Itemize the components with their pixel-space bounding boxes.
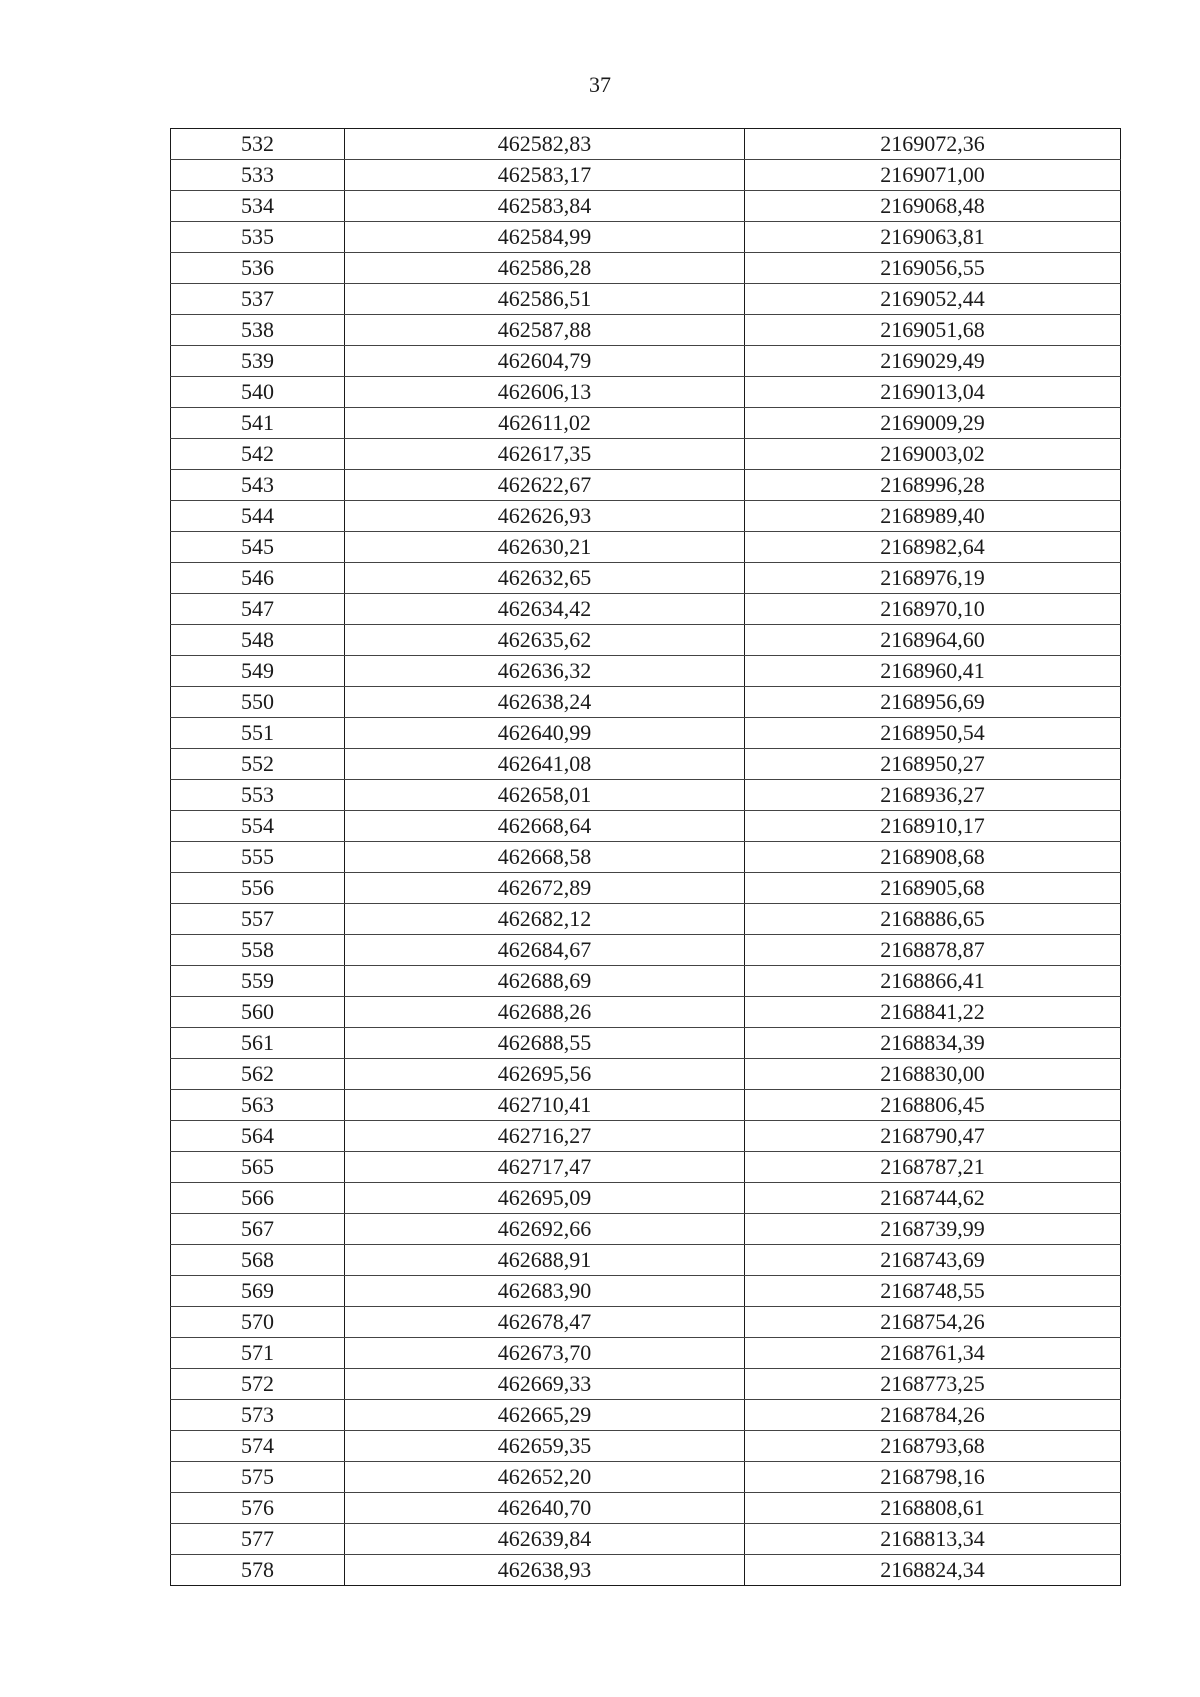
point-number-cell: 533 [171,160,345,191]
y-coordinate-cell: 2168905,68 [745,873,1121,904]
x-coordinate-cell: 462586,51 [345,284,745,315]
x-coordinate-cell: 462626,93 [345,501,745,532]
y-coordinate-cell: 2168960,41 [745,656,1121,687]
table-row [171,222,1121,253]
y-coordinate-cell: 2169029,49 [745,346,1121,377]
table-row [171,1059,1121,1090]
table-row [171,594,1121,625]
table-row [171,656,1121,687]
point-number-cell: 554 [171,811,345,842]
x-coordinate-cell: 462652,20 [345,1462,745,1493]
point-number-cell: 549 [171,656,345,687]
x-coordinate-cell: 462586,28 [345,253,745,284]
point-number-cell: 572 [171,1369,345,1400]
table-row [171,408,1121,439]
x-coordinate-cell: 462673,70 [345,1338,745,1369]
y-coordinate-cell: 2168744,62 [745,1183,1121,1214]
table-row [171,749,1121,780]
table-row [171,1400,1121,1431]
table-row [171,129,1121,160]
y-coordinate-cell: 2168787,21 [745,1152,1121,1183]
table-row [171,1307,1121,1338]
y-coordinate-cell: 2168830,00 [745,1059,1121,1090]
table-row [171,687,1121,718]
y-coordinate-cell: 2168808,61 [745,1493,1121,1524]
y-coordinate-cell: 2168908,68 [745,842,1121,873]
point-number-cell: 561 [171,1028,345,1059]
x-coordinate-cell: 462582,83 [345,129,745,160]
x-coordinate-cell: 462640,70 [345,1493,745,1524]
x-coordinate-cell: 462665,29 [345,1400,745,1431]
x-coordinate-cell: 462688,26 [345,997,745,1028]
point-number-cell: 546 [171,563,345,594]
table-row [171,718,1121,749]
y-coordinate-cell: 2168773,25 [745,1369,1121,1400]
y-coordinate-cell: 2169071,00 [745,160,1121,191]
y-coordinate-cell: 2168996,28 [745,470,1121,501]
x-coordinate-cell: 462668,58 [345,842,745,873]
y-coordinate-cell: 2168886,65 [745,904,1121,935]
x-coordinate-cell: 462668,64 [345,811,745,842]
table-row [171,1090,1121,1121]
point-number-cell: 551 [171,718,345,749]
table-row [171,1493,1121,1524]
y-coordinate-cell: 2168790,47 [745,1121,1121,1152]
point-number-cell: 538 [171,315,345,346]
x-coordinate-cell: 462669,33 [345,1369,745,1400]
y-coordinate-cell: 2169072,36 [745,129,1121,160]
y-coordinate-cell: 2169068,48 [745,191,1121,222]
x-coordinate-cell: 462583,84 [345,191,745,222]
point-number-cell: 542 [171,439,345,470]
table-row [171,904,1121,935]
y-coordinate-cell: 2168950,54 [745,718,1121,749]
y-coordinate-cell: 2168989,40 [745,501,1121,532]
table-row [171,873,1121,904]
x-coordinate-cell: 462617,35 [345,439,745,470]
table-row [171,377,1121,408]
table-row [171,439,1121,470]
point-number-cell: 553 [171,780,345,811]
point-number-cell: 575 [171,1462,345,1493]
point-number-cell: 574 [171,1431,345,1462]
x-coordinate-cell: 462683,90 [345,1276,745,1307]
x-coordinate-cell: 462659,35 [345,1431,745,1462]
y-coordinate-cell: 2168956,69 [745,687,1121,718]
point-number-cell: 560 [171,997,345,1028]
point-number-cell: 550 [171,687,345,718]
table-row [171,1028,1121,1059]
x-coordinate-cell: 462695,09 [345,1183,745,1214]
x-coordinate-cell: 462630,21 [345,532,745,563]
table-row [171,1214,1121,1245]
y-coordinate-cell: 2168754,26 [745,1307,1121,1338]
x-coordinate-cell: 462622,67 [345,470,745,501]
y-coordinate-cell: 2168976,19 [745,563,1121,594]
table-row [171,1276,1121,1307]
x-coordinate-cell: 462604,79 [345,346,745,377]
point-number-cell: 537 [171,284,345,315]
table-row [171,532,1121,563]
point-number-cell: 578 [171,1555,345,1586]
y-coordinate-cell: 2169003,02 [745,439,1121,470]
point-number-cell: 543 [171,470,345,501]
point-number-cell: 565 [171,1152,345,1183]
point-number-cell: 570 [171,1307,345,1338]
point-number-cell: 536 [171,253,345,284]
y-coordinate-cell: 2168784,26 [745,1400,1121,1431]
table-row [171,966,1121,997]
y-coordinate-cell: 2168798,16 [745,1462,1121,1493]
point-number-cell: 535 [171,222,345,253]
table-row [171,935,1121,966]
y-coordinate-cell: 2168834,39 [745,1028,1121,1059]
point-number-cell: 562 [171,1059,345,1090]
y-coordinate-cell: 2168793,68 [745,1431,1121,1462]
point-number-cell: 577 [171,1524,345,1555]
point-number-cell: 544 [171,501,345,532]
y-coordinate-cell: 2168748,55 [745,1276,1121,1307]
y-coordinate-cell: 2168866,41 [745,966,1121,997]
x-coordinate-cell: 462641,08 [345,749,745,780]
y-coordinate-cell: 2169009,29 [745,408,1121,439]
y-coordinate-cell: 2168982,64 [745,532,1121,563]
x-coordinate-cell: 462716,27 [345,1121,745,1152]
coordinates-table [170,128,1121,1586]
point-number-cell: 539 [171,346,345,377]
point-number-cell: 557 [171,904,345,935]
x-coordinate-cell: 462611,02 [345,408,745,439]
point-number-cell: 548 [171,625,345,656]
y-coordinate-cell: 2168936,27 [745,780,1121,811]
point-number-cell: 573 [171,1400,345,1431]
table-row [171,1338,1121,1369]
table-row [171,1245,1121,1276]
y-coordinate-cell: 2169063,81 [745,222,1121,253]
x-coordinate-cell: 462634,42 [345,594,745,625]
y-coordinate-cell: 2168813,34 [745,1524,1121,1555]
x-coordinate-cell: 462678,47 [345,1307,745,1338]
point-number-cell: 563 [171,1090,345,1121]
table-row [171,191,1121,222]
table-row [171,315,1121,346]
y-coordinate-cell: 2169052,44 [745,284,1121,315]
x-coordinate-cell: 462688,69 [345,966,745,997]
table-row [171,997,1121,1028]
table-row [171,811,1121,842]
y-coordinate-cell: 2168950,27 [745,749,1121,780]
point-number-cell: 566 [171,1183,345,1214]
y-coordinate-cell: 2169056,55 [745,253,1121,284]
y-coordinate-cell: 2168910,17 [745,811,1121,842]
x-coordinate-cell: 462587,88 [345,315,745,346]
table-row [171,1152,1121,1183]
x-coordinate-cell: 462606,13 [345,377,745,408]
y-coordinate-cell: 2169013,04 [745,377,1121,408]
x-coordinate-cell: 462682,12 [345,904,745,935]
x-coordinate-cell: 462640,99 [345,718,745,749]
point-number-cell: 541 [171,408,345,439]
x-coordinate-cell: 462638,93 [345,1555,745,1586]
y-coordinate-cell: 2168841,22 [745,997,1121,1028]
table-row [171,780,1121,811]
x-coordinate-cell: 462632,65 [345,563,745,594]
table-row [171,563,1121,594]
x-coordinate-cell: 462692,66 [345,1214,745,1245]
x-coordinate-cell: 462658,01 [345,780,745,811]
x-coordinate-cell: 462638,24 [345,687,745,718]
y-coordinate-cell: 2168806,45 [745,1090,1121,1121]
point-number-cell: 559 [171,966,345,997]
y-coordinate-cell: 2168761,34 [745,1338,1121,1369]
point-number-cell: 555 [171,842,345,873]
y-coordinate-cell: 2169051,68 [745,315,1121,346]
point-number-cell: 552 [171,749,345,780]
x-coordinate-cell: 462639,84 [345,1524,745,1555]
point-number-cell: 545 [171,532,345,563]
table-row [171,625,1121,656]
y-coordinate-cell: 2168964,60 [745,625,1121,656]
table-row [171,1462,1121,1493]
table-row [171,284,1121,315]
point-number-cell: 547 [171,594,345,625]
point-number-cell: 571 [171,1338,345,1369]
table-row [171,160,1121,191]
x-coordinate-cell: 462710,41 [345,1090,745,1121]
x-coordinate-cell: 462717,47 [345,1152,745,1183]
table-row [171,1524,1121,1555]
y-coordinate-cell: 2168824,34 [745,1555,1121,1586]
point-number-cell: 558 [171,935,345,966]
point-number-cell: 576 [171,1493,345,1524]
table-row [171,346,1121,377]
table-row [171,253,1121,284]
x-coordinate-cell: 462688,55 [345,1028,745,1059]
x-coordinate-cell: 462695,56 [345,1059,745,1090]
x-coordinate-cell: 462584,99 [345,222,745,253]
x-coordinate-cell: 462636,32 [345,656,745,687]
y-coordinate-cell: 2168970,10 [745,594,1121,625]
y-coordinate-cell: 2168743,69 [745,1245,1121,1276]
coordinates-table-body [171,129,1121,1586]
point-number-cell: 568 [171,1245,345,1276]
point-number-cell: 540 [171,377,345,408]
point-number-cell: 532 [171,129,345,160]
x-coordinate-cell: 462688,91 [345,1245,745,1276]
y-coordinate-cell: 2168739,99 [745,1214,1121,1245]
x-coordinate-cell: 462583,17 [345,160,745,191]
table-row [171,470,1121,501]
point-number-cell: 567 [171,1214,345,1245]
table-row [171,1431,1121,1462]
point-number-cell: 564 [171,1121,345,1152]
x-coordinate-cell: 462672,89 [345,873,745,904]
table-row [171,1121,1121,1152]
point-number-cell: 556 [171,873,345,904]
table-row [171,842,1121,873]
point-number-cell: 569 [171,1276,345,1307]
table-row [171,1555,1121,1586]
point-number-cell: 534 [171,191,345,222]
x-coordinate-cell: 462635,62 [345,625,745,656]
table-row [171,501,1121,532]
x-coordinate-cell: 462684,67 [345,935,745,966]
table-row [171,1369,1121,1400]
y-coordinate-cell: 2168878,87 [745,935,1121,966]
page-number: 37 [589,72,611,97]
table-row [171,1183,1121,1214]
